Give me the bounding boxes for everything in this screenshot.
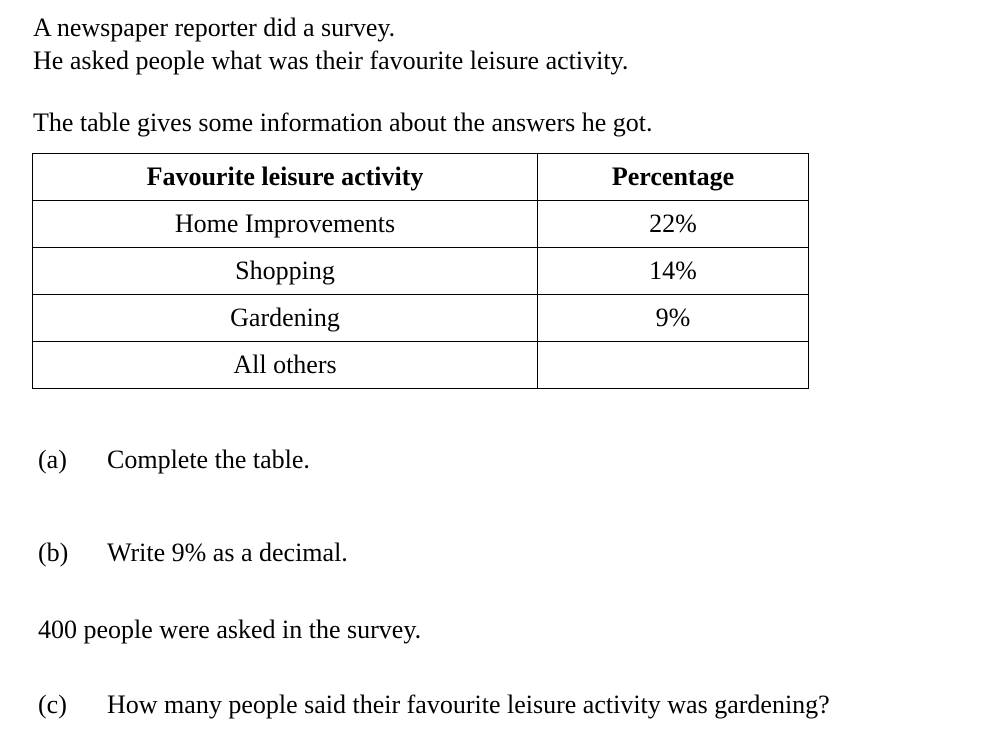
intro-line-1: A newspaper reporter did a survey. xyxy=(33,13,396,42)
question-b xyxy=(38,538,938,568)
question-b-text: Write 9% as a decimal. xyxy=(107,538,348,567)
percentage-answer-cell[interactable] xyxy=(538,342,809,389)
table-header-row xyxy=(33,154,809,201)
header-percentage: Percentage xyxy=(538,154,809,201)
table-row xyxy=(33,295,809,342)
activity-cell: Gardening xyxy=(33,295,538,342)
table-row xyxy=(33,201,809,248)
table-row xyxy=(33,248,809,295)
intro-line-2: He asked people what was their favourite leisure activity. xyxy=(33,46,629,75)
percentage-cell: 9% xyxy=(538,295,809,342)
percentage-cell: 14% xyxy=(538,248,809,295)
activity-cell: Shopping xyxy=(33,248,538,295)
question-c-text: How many people said their favourite leisure activity was gardening? xyxy=(107,690,830,719)
question-c-label: (c) xyxy=(38,690,67,719)
percentage-cell: 22% xyxy=(538,201,809,248)
question-a-label: (a) xyxy=(38,445,67,474)
activity-cell: Home Improvements xyxy=(33,201,538,248)
question-a xyxy=(38,445,938,475)
survey-stem: 400 people were asked in the survey. xyxy=(38,615,422,644)
leisure-activity-table xyxy=(32,153,809,389)
header-activity: Favourite leisure activity xyxy=(33,154,538,201)
intro-line-3: The table gives some information about the answers he got. xyxy=(33,108,653,137)
table-row xyxy=(33,342,809,389)
question-b-label: (b) xyxy=(38,538,69,567)
question-a-text: Complete the table. xyxy=(107,445,310,474)
question-c xyxy=(38,690,978,720)
activity-cell: All others xyxy=(33,342,538,389)
